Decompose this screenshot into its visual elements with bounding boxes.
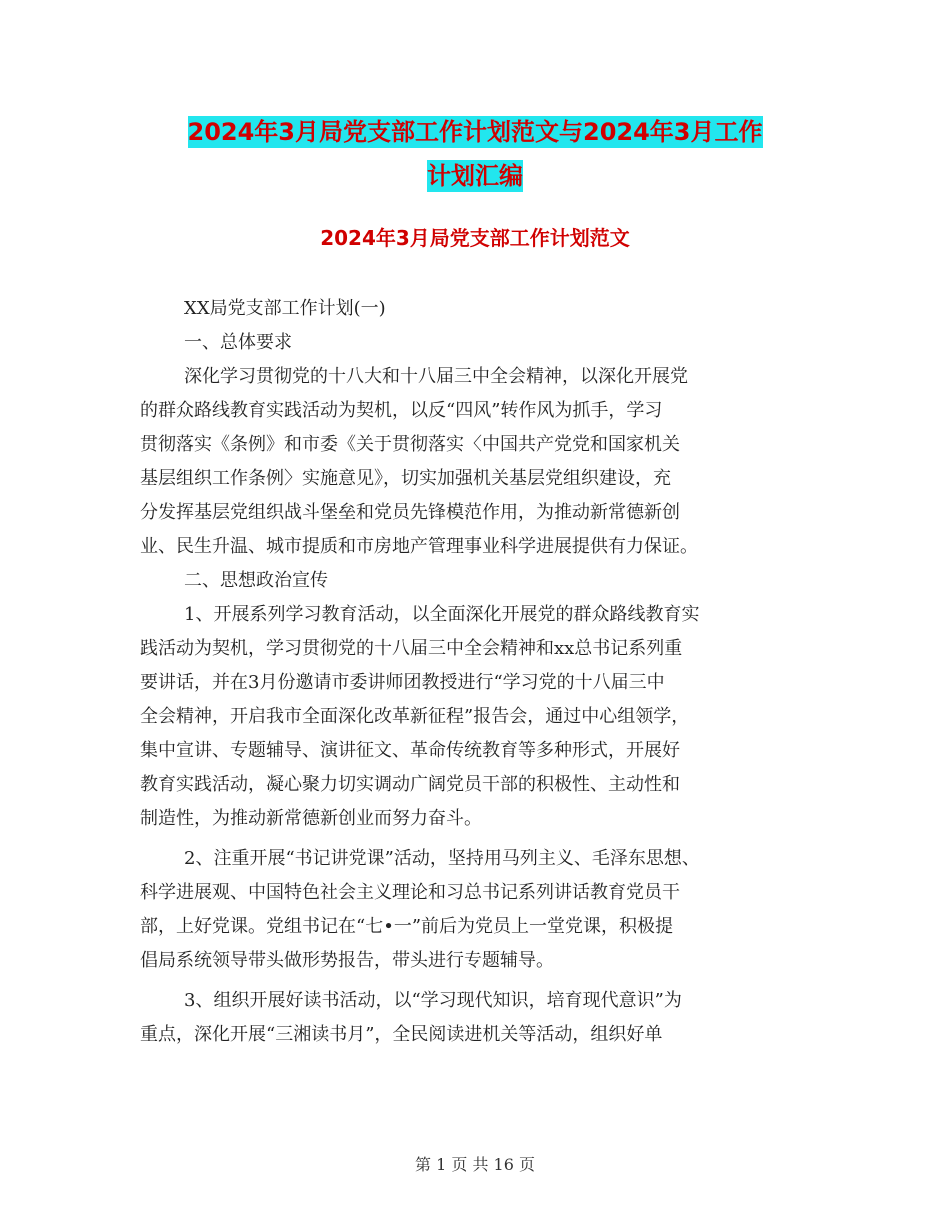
paragraph-line: 倡局系统领导带头做形势报告，带头进行专题辅导。 [140,950,554,971]
paragraph-line: 要讲话，并在3月份邀请市委讲师团教授进行“学习党的十八届三中 [140,672,665,693]
paragraph-line: 分发挥基层党组织战斗堡垒和党员先锋模范作用，为推动新常德新创 [140,502,680,523]
paragraph-line: 1、开展系列学习教育活动，以全面深化开展党的群众路线教育实 [184,604,700,625]
paragraph-line: 的群众路线教育实践活动为契机，以反“四风”转作风为抓手，学习 [140,400,663,421]
paragraph-line: XX局党支部工作计划(一) [184,298,386,319]
paragraph-line: 践活动为契机，学习贯彻党的十八届三中全会精神和xx总书记系列重 [140,638,683,659]
page-number: 第 1 页 共 16 页 [415,1155,535,1174]
paragraph-line: 集中宣讲、专题辅导、演讲征文、革命传统教育等多种形式，开展好 [140,740,680,761]
document-title-line-1: 2024年3月局党支部工作计划范文与2024年3月工作 [187,118,763,146]
paragraph-line: 业、民生升温、城市提质和市房地产管理事业科学进展提供有力保证。 [140,536,698,557]
paragraph-line: 2、注重开展“书记讲党课”活动，坚持用马列主义、毛泽东思想、 [184,848,700,869]
paragraph-line: 二、思想政治宣传 [184,570,328,591]
paragraph-line: 基层组织工作条例〉实施意见》，切实加强机关基层党组织建设，充 [140,468,671,489]
document-body [140,292,820,1052]
paragraph-line: 贯彻落实《条例》和市委《关于贯彻落实〈中国共产党党和国家机关 [140,434,680,455]
section-title: 2024年3月局党支部工作计划范文 [320,226,630,250]
paragraph-line: 科学进展观、中国特色社会主义理论和习总书记系列讲话教育党员干 [140,882,680,903]
paragraph-line: 深化学习贯彻党的十八大和十八届三中全会精神，以深化开展党 [184,366,688,387]
document-title-line-2: 计划汇编 [427,162,523,190]
paragraph-line: 全会精神，开启我市全面深化改革新征程”报告会，通过中心组领学， [140,706,690,727]
document-title [0,110,950,198]
paragraph-line: 3、组织开展好读书活动，以“学习现代知识，培育现代意识”为 [184,990,682,1011]
paragraph-line: 部，上好党课。党组书记在“七•一”前后为党员上一堂党课，积极提 [140,916,674,937]
paragraph-line: 制造性，为推动新常德新创业而努力奋斗。 [140,808,482,829]
paragraph-line: 教育实践活动，凝心聚力切实调动广阔党员干部的积极性、主动性和 [140,774,680,795]
paragraph-line: 重点，深化开展“三湘读书月”，全民阅读进机关等活动，组织好单 [140,1024,663,1045]
paragraph-line: 一、总体要求 [184,332,292,353]
